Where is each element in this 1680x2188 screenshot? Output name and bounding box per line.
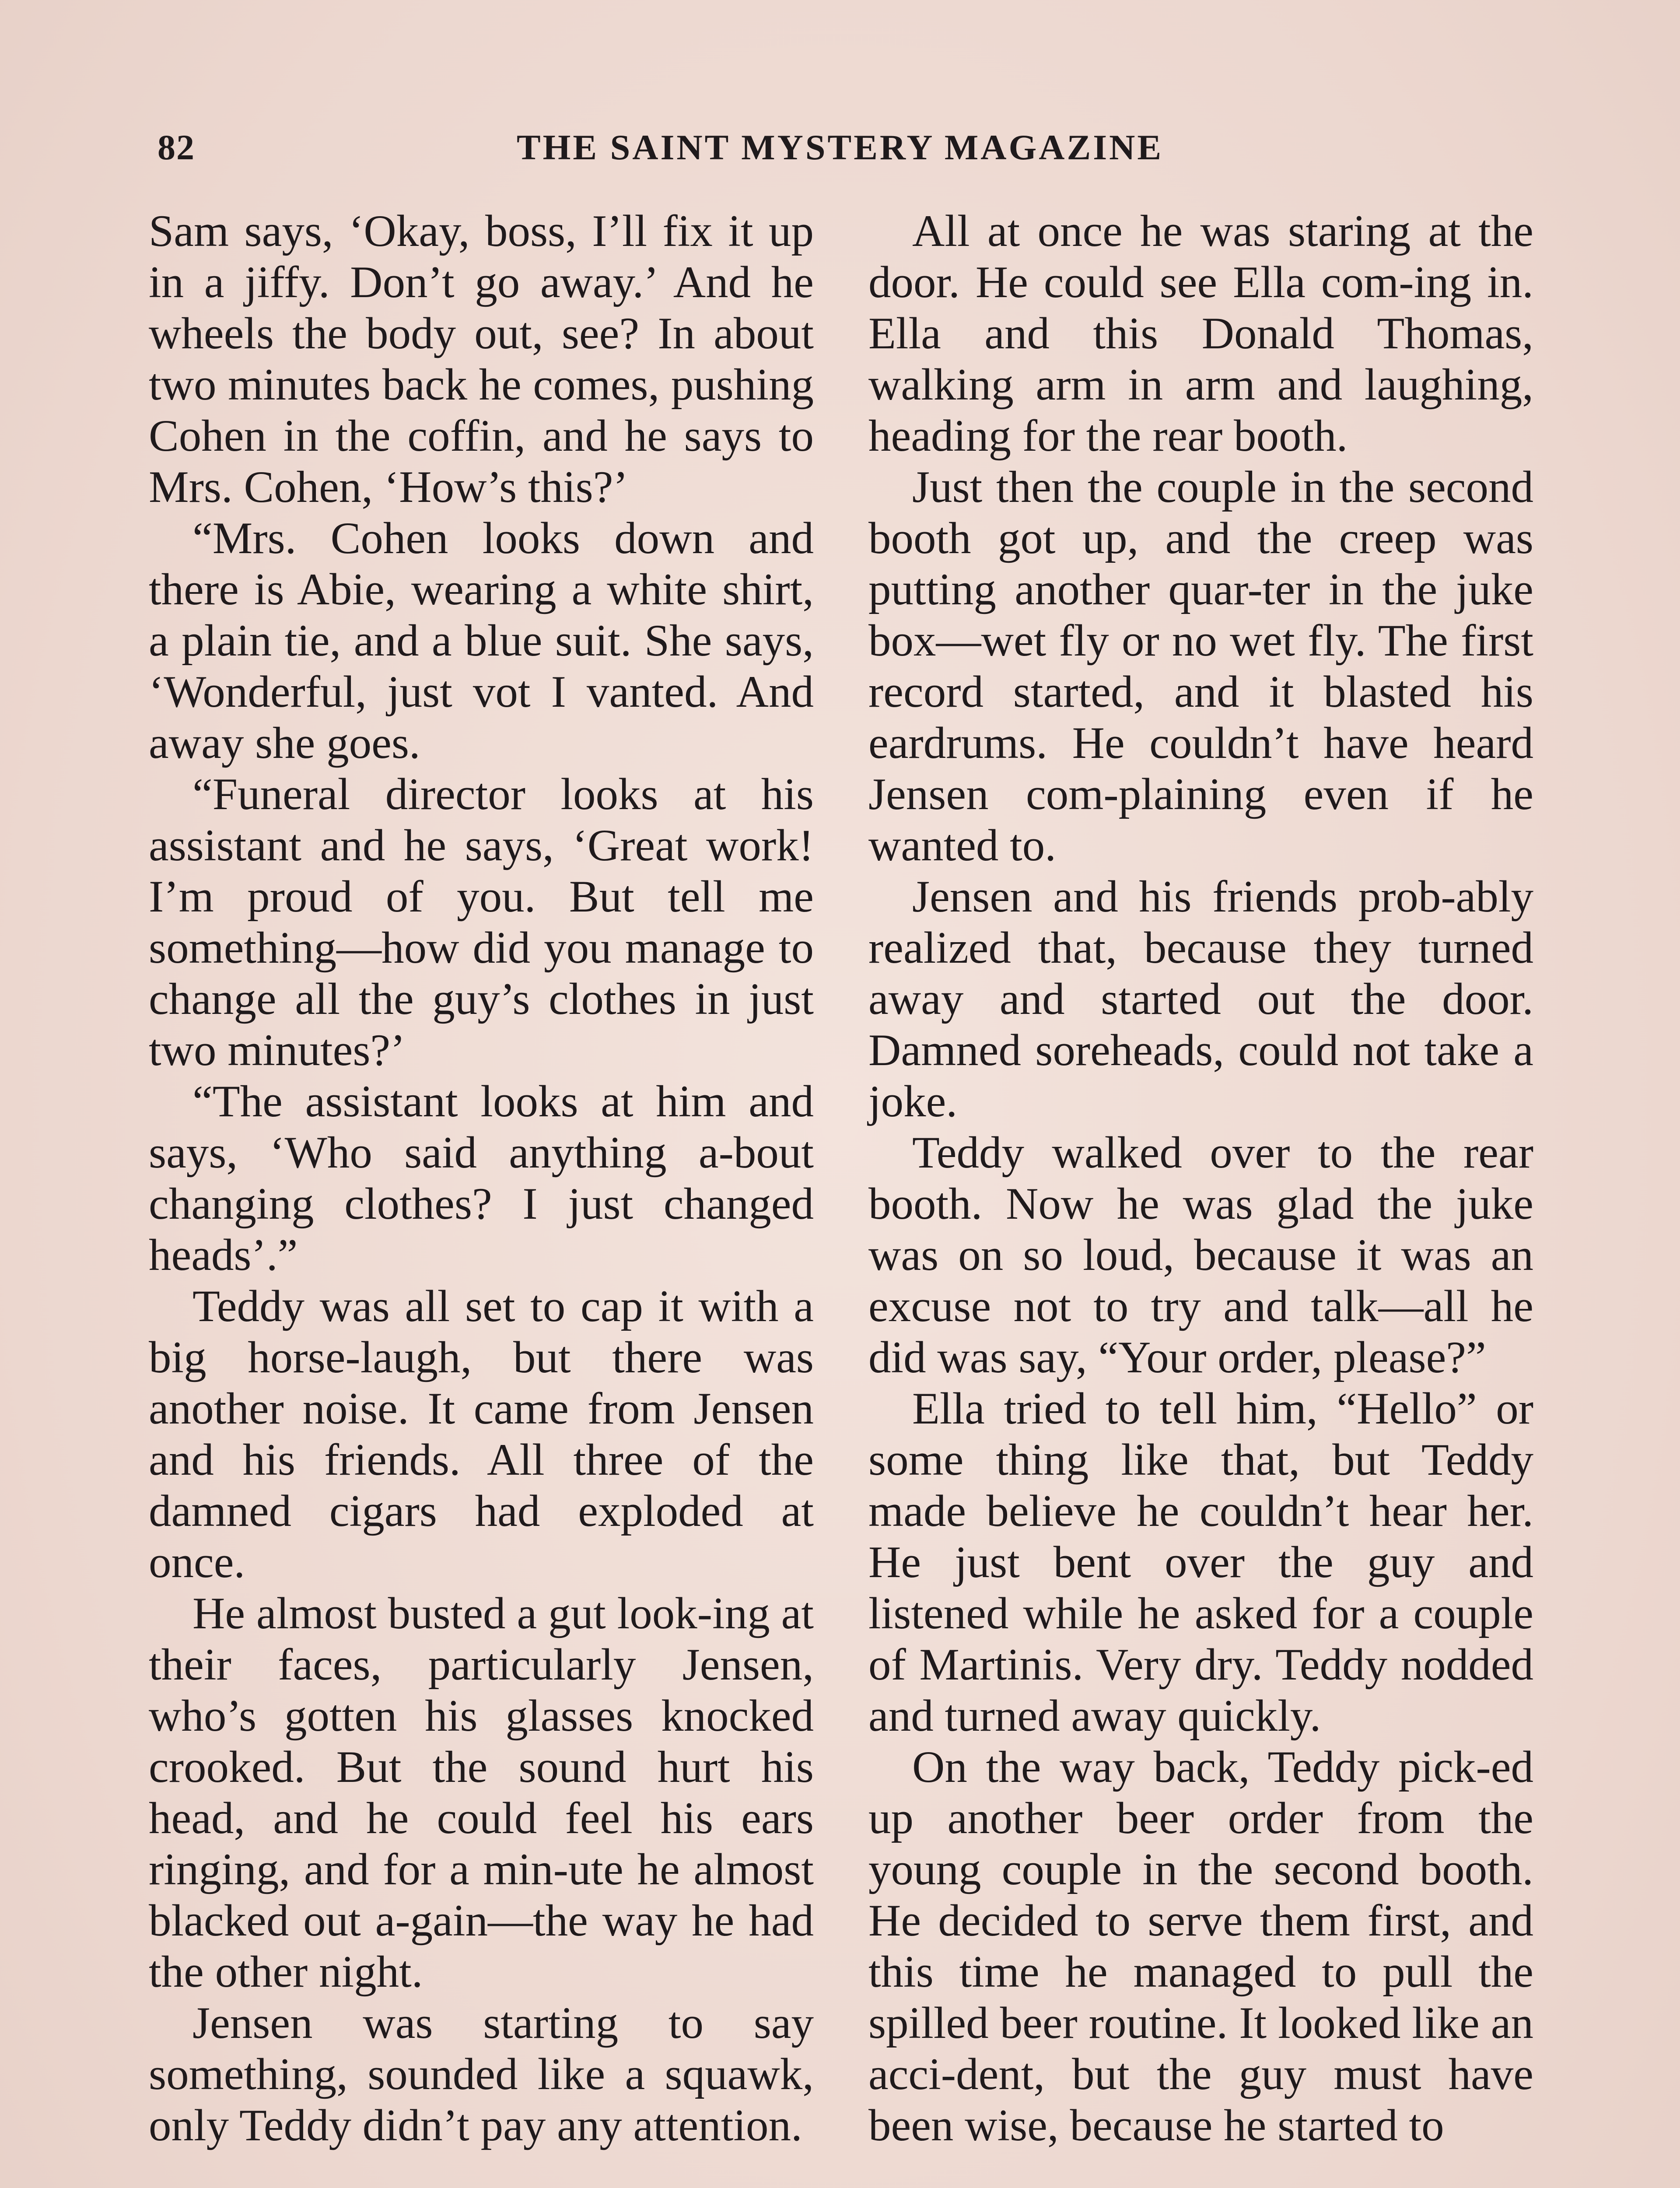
paragraph: Teddy was all set to cap it with a big horse-laugh, but there was another noise. It came from Jensen and his friends. All three of the damned cigars had exploded at once. bbox=[149, 1281, 814, 1587]
paragraph: “Funeral director looks at his assistant and he says, ‘Great work! I’m proud of you. But tell me something—how did you manage to change all the guy’s clothes in just two minutes?’ bbox=[149, 769, 814, 1075]
paragraph: Jensen was starting to say something, sounded like a squawk, only Teddy didn’t pay any attention. bbox=[149, 1998, 814, 2150]
page-header bbox=[149, 127, 1531, 184]
paragraph: Teddy walked over to the rear booth. Now he was glad the juke was on so loud, because it was an excuse not to try and talk—all he did was say, “Your order, please?” bbox=[868, 1128, 1533, 1382]
left-column bbox=[149, 206, 814, 2151]
right-column bbox=[868, 206, 1533, 2151]
paragraph: Jensen and his friends prob-ably realized that, because they turned away and started out the door. Damned soreheads, could not take a joke. bbox=[868, 872, 1533, 1126]
paragraph: On the way back, Teddy pick-ed up another beer order from the young couple in the second booth. He decided to serve them first, and this time he managed to pull the spilled beer routine. It looked like an acci-dent, but the guy must have been wise, because he started to bbox=[868, 1742, 1533, 2150]
paragraph: “The assistant looks at him and says, ‘Who said anything a-bout changing clothes? I just changed heads’.” bbox=[149, 1076, 814, 1280]
running-title: THE SAINT MYSTERY MAGAZINE bbox=[516, 127, 1164, 167]
page-number: 82 bbox=[158, 127, 195, 167]
paragraph: He almost busted a gut look-ing at their faces, particularly Jensen, who’s gotten his glasses knocked crooked. But the sound hurt his head, and he could feel his ears ringing, and for a min-ute he almost blacked out a-gain—the way he had the other night. bbox=[149, 1588, 814, 1997]
paragraph: Just then the couple in the second booth got up, and the creep was putting another quar-ter in the juke box—wet fly or no wet fly. The first record started, and it blasted his eardrums. He couldn’t have heard Jensen com-plaining even if he wanted to. bbox=[868, 462, 1533, 870]
paragraph: All at once he was staring at the door. He could see Ella com-ing in. Ella and this Donald Thomas, walking arm in arm and laughing, heading for the rear booth. bbox=[868, 206, 1533, 461]
paragraph: Ella tried to tell him, “Hello” or some thing like that, but Teddy made believe he couldn’t hear her. He just bent over the guy and listened while he asked for a couple of Martinis. Very dry. Teddy nodded and turned away quickly. bbox=[868, 1384, 1533, 1741]
paragraph: Sam says, ‘Okay, boss, I’ll fix it up in a jiffy. Don’t go away.’ And he wheels the body out, see? In about two minutes back he comes, pushing Cohen in the coffin, and he says to Mrs. Cohen, ‘How’s this?’ bbox=[149, 206, 814, 512]
paragraph: “Mrs. Cohen looks down and there is Abie, wearing a white shirt, a plain tie, and a blue suit. She says, ‘Wonderful, just vot I vanted. And away she goes. bbox=[149, 513, 814, 768]
